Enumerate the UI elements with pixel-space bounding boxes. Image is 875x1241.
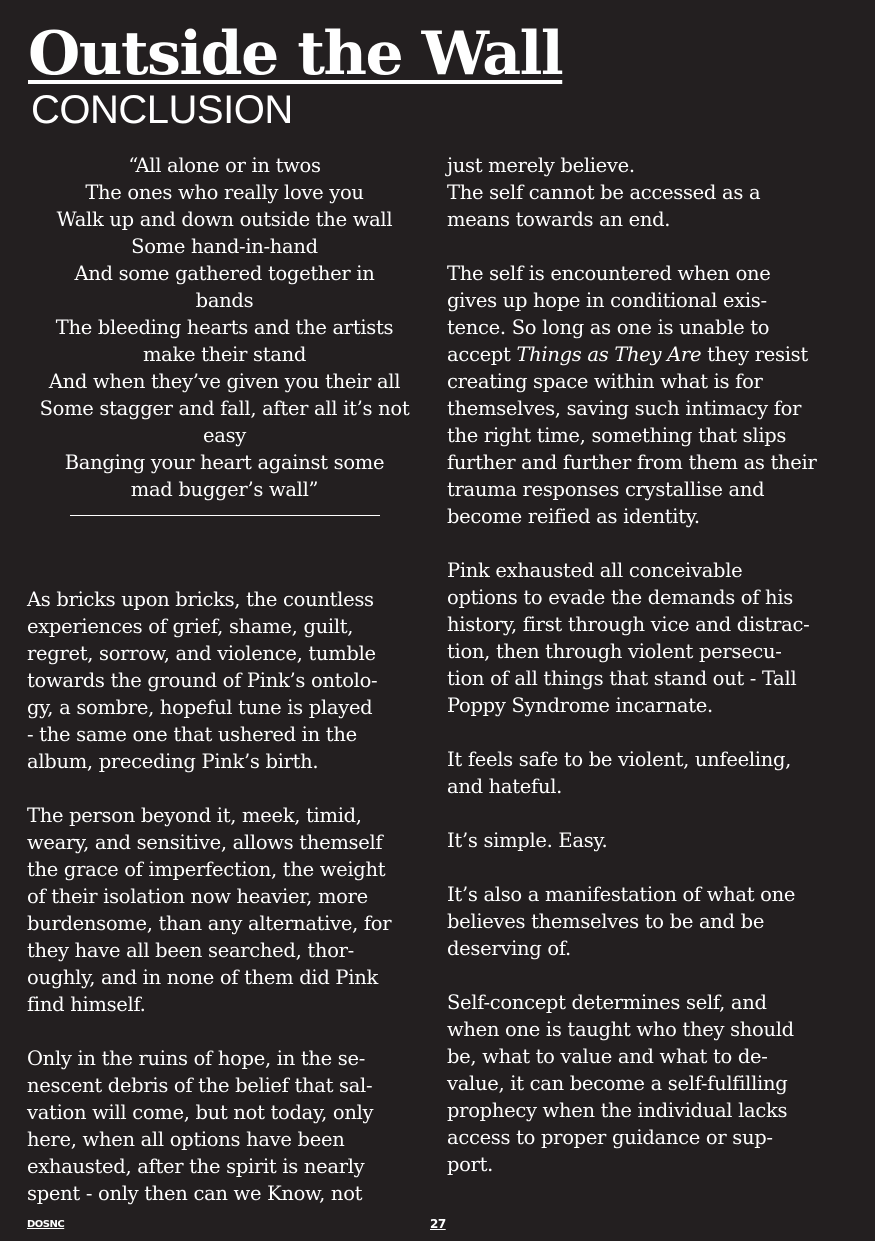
body-paragraph	[27, 586, 422, 775]
text-line: gy, a sombre, hopeful tune is played	[27, 696, 373, 719]
text-line: Poppy Syndrome incarnate.	[447, 694, 713, 717]
body-paragraph	[447, 152, 847, 233]
text-line: themselves, saving such intimacy for	[447, 397, 802, 420]
text-line: means towards an end.	[447, 208, 671, 231]
text-line: The person beyond it, meek, timid,	[27, 804, 362, 827]
text-line: and hateful.	[447, 775, 563, 798]
text-line: find himself.	[27, 993, 146, 1016]
lyric-line: Some stagger and fall, after all it’s not	[39, 397, 410, 420]
body-paragraph	[447, 260, 847, 530]
text-line: when one is taught who they should	[447, 1018, 794, 1041]
text-line: towards the ground of Pink’s ontolo-	[27, 669, 378, 692]
text-line: It’s simple. Easy.	[447, 829, 608, 852]
publication-mark: DOSNC	[27, 1219, 65, 1230]
text-line: regret, sorrow, and violence, tumble	[27, 642, 376, 665]
text-line: tion, then through violent persecu-	[447, 640, 782, 663]
lyric-line: mad bugger’s wall”	[130, 478, 319, 501]
lyric-line: And when they’ve given you their all	[48, 370, 401, 393]
lyric-line: Walk up and down outside the wall	[56, 208, 393, 231]
text-line: here, when all options have been	[27, 1128, 345, 1151]
text-line: the grace of imperfection, the weight	[27, 858, 386, 881]
text-line: Only in the ruins of hope, in the se-	[27, 1047, 366, 1070]
lyric-line: Some hand-in-hand	[131, 235, 318, 258]
text-line: access to proper guidance or sup-	[447, 1126, 773, 1149]
text-line: value, it can become a self-fulfilling	[447, 1072, 788, 1095]
text-line: Pink exhausted all conceivable	[447, 559, 743, 582]
body-paragraph	[27, 1045, 422, 1207]
left-column	[27, 152, 422, 1207]
text-line: they have all been searched, thor-	[27, 939, 354, 962]
text-line: burdensome, than any alternative, for	[27, 912, 392, 935]
body-paragraph	[27, 802, 422, 1018]
text-line: just merely believe.	[447, 154, 635, 177]
text-line: - the same one that ushered in the	[27, 723, 357, 746]
text-line: the right time, something that slips	[447, 424, 787, 447]
page-title: Outside the Wall	[28, 19, 563, 89]
text-line: vation will come, but not today, only	[27, 1101, 374, 1124]
text-span: accept	[447, 343, 517, 366]
right-column	[447, 152, 847, 1178]
text-line	[447, 341, 847, 368]
text-line: As bricks upon bricks, the countless	[27, 588, 374, 611]
body-paragraph	[447, 881, 847, 962]
text-line: oughly, and in none of them did Pink	[27, 966, 378, 989]
text-line: history, first through vice and distrac-	[447, 613, 810, 636]
text-line: album, preceding Pink’s birth.	[27, 750, 319, 773]
lyric-line: And some gathered together in	[74, 262, 375, 285]
lyrics-quote	[27, 152, 422, 516]
text-line: believes themselves to be and be	[447, 910, 765, 933]
text-line: trauma responses crystallise and	[447, 478, 765, 501]
text-line: of their isolation now heavier, more	[27, 885, 368, 908]
text-line: It’s also a manifestation of what one	[447, 883, 796, 906]
text-span: they resist	[701, 343, 808, 366]
text-line: creating space within what is for	[447, 370, 763, 393]
section-subtitle: CONCLUSION	[31, 88, 293, 132]
body-paragraph	[447, 557, 847, 719]
page-number: 27	[430, 1217, 446, 1231]
lyric-line: make their stand	[142, 343, 307, 366]
text-line: spent - only then can we Know, not	[27, 1182, 363, 1205]
text-line: nescent debris of the belief that sal-	[27, 1074, 373, 1097]
text-line: be, what to value and what to de-	[447, 1045, 768, 1068]
text-line: Self-concept determines self, and	[447, 991, 767, 1014]
text-line: tence. So long as one is unable to	[447, 316, 770, 339]
lyric-line: “All alone or in twos	[128, 154, 321, 177]
lyric-line: Banging your heart against some	[64, 451, 385, 474]
text-line: exhausted, after the spirit is nearly	[27, 1155, 365, 1178]
italic-title: Things as They Are	[516, 343, 702, 366]
body-paragraph	[447, 746, 847, 800]
text-line: become reified as identity.	[447, 505, 700, 528]
lyric-line: easy	[203, 424, 246, 447]
text-line: tion of all things that stand out - Tall	[447, 667, 797, 690]
body-paragraph	[447, 989, 847, 1178]
text-line: port.	[447, 1153, 494, 1176]
text-line: gives up hope in conditional exis-	[447, 289, 767, 312]
lyric-line: The ones who really love you	[85, 181, 364, 204]
text-line: The self is encountered when one	[447, 262, 771, 285]
text-line: experiences of grief, shame, guilt,	[27, 615, 354, 638]
text-line: further and further from them as their	[447, 451, 817, 474]
text-line: The self cannot be accessed as a	[447, 181, 761, 204]
text-line: It feels safe to be violent, unfeeling,	[447, 748, 792, 771]
text-line: weary, and sensitive, allows themself	[27, 831, 383, 854]
lyric-line: bands	[195, 289, 254, 312]
body-paragraph	[447, 827, 847, 854]
text-line: deserving of.	[447, 937, 571, 960]
text-line: prophecy when the individual lacks	[447, 1099, 788, 1122]
lyric-line: The bleeding hearts and the artists	[55, 316, 394, 339]
text-line: options to evade the demands of his	[447, 586, 793, 609]
